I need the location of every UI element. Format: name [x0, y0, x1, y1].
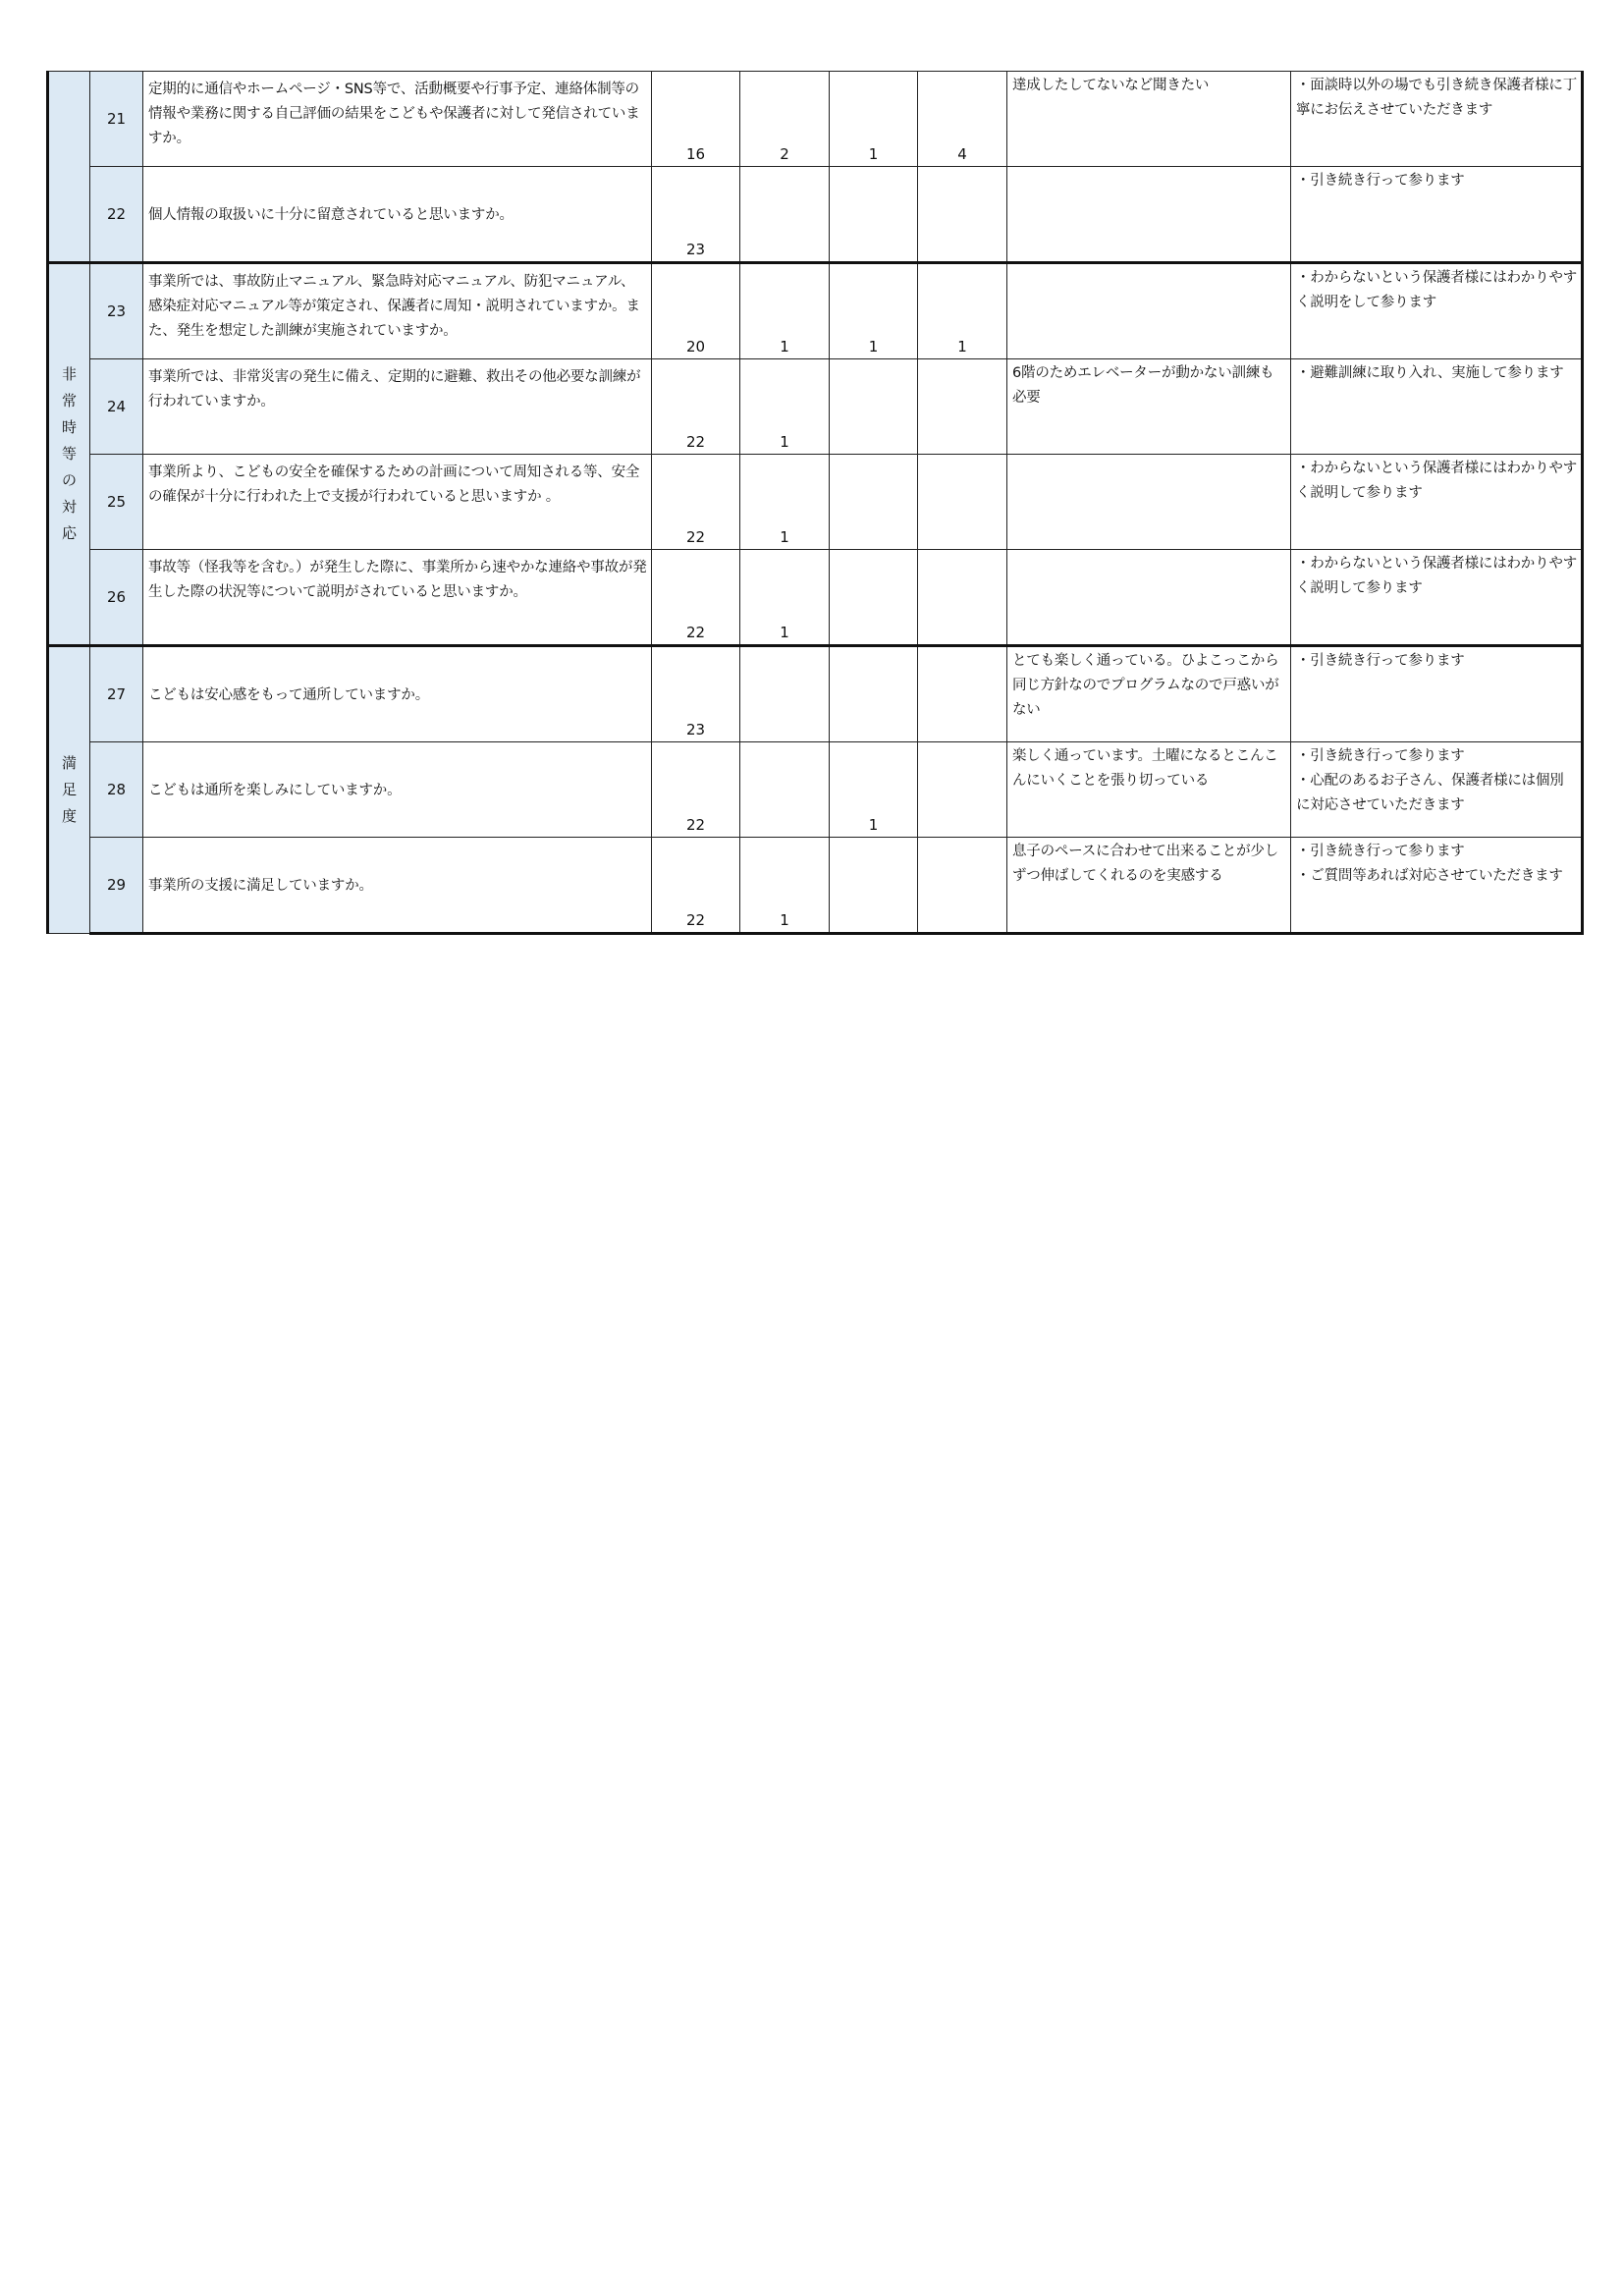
count-no	[830, 646, 918, 742]
question-text: 定期的に通信やホームページ・SNS等で、活動概要や行事予定、連絡体制等の情報や業務に関する自己評価の結果をこどもや保護者に対して発信されていますか。	[143, 72, 652, 167]
table-row	[48, 263, 1583, 359]
row-number: 26	[90, 550, 143, 646]
table-row	[48, 742, 1583, 838]
count-somewhat	[740, 167, 830, 263]
facility-response	[1291, 742, 1583, 838]
row-number: 25	[90, 455, 143, 550]
count-somewhat: 1	[740, 838, 830, 934]
table-row	[48, 838, 1583, 934]
count-somewhat	[740, 646, 830, 742]
question-text: 事故等（怪我等を含む。）が発生した際に、事業所から速やかな連絡や事故が発生した際の状況等について説明がされていると思いますか。	[143, 550, 652, 646]
count-unknown	[918, 455, 1007, 550]
table-row	[48, 646, 1583, 742]
row-number: 24	[90, 359, 143, 455]
count-no	[830, 455, 918, 550]
guardian-opinion	[1007, 550, 1291, 646]
response-line: ・わからないという保護者様にはわかりやすく説明をして参ります	[1296, 270, 1577, 310]
row-number: 29	[90, 838, 143, 934]
guardian-opinion: とても楽しく通っている。ひよこっこから同じ方針なのでプログラムなので戸惑いがない	[1007, 646, 1291, 742]
count-unknown	[918, 359, 1007, 455]
response-line: ・避難訓練に取り入れ、実施して参ります	[1296, 365, 1564, 381]
count-yes: 22	[652, 550, 740, 646]
count-yes: 22	[652, 359, 740, 455]
row-number: 22	[90, 167, 143, 263]
count-no	[830, 359, 918, 455]
count-yes: 20	[652, 263, 740, 359]
guardian-opinion: 楽しく通っています。土曜になるとこんこんにいくことを張り切っている	[1007, 742, 1291, 838]
count-somewhat: 1	[740, 359, 830, 455]
count-unknown	[918, 742, 1007, 838]
facility-response	[1291, 838, 1583, 934]
count-no	[830, 838, 918, 934]
table-row	[48, 455, 1583, 550]
response-line: ・引き続き行って参ります	[1296, 844, 1465, 859]
count-somewhat: 1	[740, 263, 830, 359]
response-line: ・引き続き行って参ります	[1296, 173, 1465, 189]
category-emergency	[48, 263, 90, 646]
count-yes: 22	[652, 742, 740, 838]
count-yes: 22	[652, 455, 740, 550]
table-row	[48, 72, 1583, 167]
question-text: 個人情報の取扱いに十分に留意されていると思いますか。	[143, 167, 652, 263]
count-no	[830, 167, 918, 263]
category-cell-previous	[48, 72, 90, 263]
count-unknown: 4	[918, 72, 1007, 167]
count-somewhat	[740, 742, 830, 838]
response-line: ・面談時以外の場でも引き続き保護者様に丁寧にお伝えさせていただきます	[1296, 78, 1577, 118]
guardian-opinion: 6階のためエレベーターが動かない訓練も必要	[1007, 359, 1291, 455]
facility-response	[1291, 455, 1583, 550]
count-unknown: 1	[918, 263, 1007, 359]
question-text: 事業所では、事故防止マニュアル、緊急時対応マニュアル、防犯マニュアル、感染症対応マニュアル等が策定され、保護者に周知・説明されていますか。また、発生を想定した訓練が実施されていますか。	[143, 263, 652, 359]
category-label: 満足度	[61, 754, 77, 825]
count-yes: 16	[652, 72, 740, 167]
count-somewhat: 2	[740, 72, 830, 167]
response-line: ・引き続き行って参ります	[1296, 653, 1465, 669]
facility-response	[1291, 550, 1583, 646]
response-line: ・引き続き行って参ります	[1296, 748, 1465, 764]
row-number: 21	[90, 72, 143, 167]
response-line: ・わからないという保護者様にはわかりやすく説明して参ります	[1296, 556, 1577, 596]
table-row	[48, 359, 1583, 455]
facility-response	[1291, 263, 1583, 359]
question-text: 事業所より、こどもの安全を確保するための計画について周知される等、安全の確保が十分に行われた上で支援が行われていると思いますか 。	[143, 455, 652, 550]
count-yes: 23	[652, 646, 740, 742]
count-no	[830, 550, 918, 646]
row-number: 28	[90, 742, 143, 838]
facility-response	[1291, 359, 1583, 455]
count-yes: 23	[652, 167, 740, 263]
guardian-opinion: 息子のペースに合わせて出来ることが少しずつ伸ばしてくれるのを実感する	[1007, 838, 1291, 934]
facility-response	[1291, 167, 1583, 263]
category-label: 非常時等の対応	[61, 365, 77, 542]
count-unknown	[918, 838, 1007, 934]
category-satisfaction	[48, 646, 90, 934]
count-unknown	[918, 550, 1007, 646]
count-unknown	[918, 646, 1007, 742]
count-somewhat: 1	[740, 455, 830, 550]
guardian-opinion: 達成したしてないなど聞きたい	[1007, 72, 1291, 167]
response-line: ・ご質問等あれば対応させていただきます	[1296, 868, 1563, 884]
evaluation-table	[46, 71, 1584, 935]
table-row	[48, 167, 1583, 263]
guardian-opinion	[1007, 167, 1291, 263]
facility-response	[1291, 646, 1583, 742]
count-no: 1	[830, 742, 918, 838]
question-text: こどもは通所を楽しみにしていますか。	[143, 742, 652, 838]
count-somewhat: 1	[740, 550, 830, 646]
table-body	[48, 72, 1583, 934]
count-yes: 22	[652, 838, 740, 934]
row-number: 27	[90, 646, 143, 742]
question-text: こどもは安心感をもって通所していますか。	[143, 646, 652, 742]
guardian-opinion	[1007, 455, 1291, 550]
facility-response	[1291, 72, 1583, 167]
question-text: 事業所では、非常災害の発生に備え、定期的に避難、救出その他必要な訓練が行われていますか。	[143, 359, 652, 455]
table-row	[48, 550, 1583, 646]
row-number: 23	[90, 263, 143, 359]
question-text: 事業所の支援に満足していますか。	[143, 838, 652, 934]
count-unknown	[918, 167, 1007, 263]
count-no: 1	[830, 72, 918, 167]
count-no: 1	[830, 263, 918, 359]
response-line: ・わからないという保護者様にはわかりやすく説明して参ります	[1296, 461, 1577, 501]
response-line: ・心配のあるお子さん、保護者様には個別に対応させていただきます	[1296, 773, 1564, 813]
guardian-opinion	[1007, 263, 1291, 359]
